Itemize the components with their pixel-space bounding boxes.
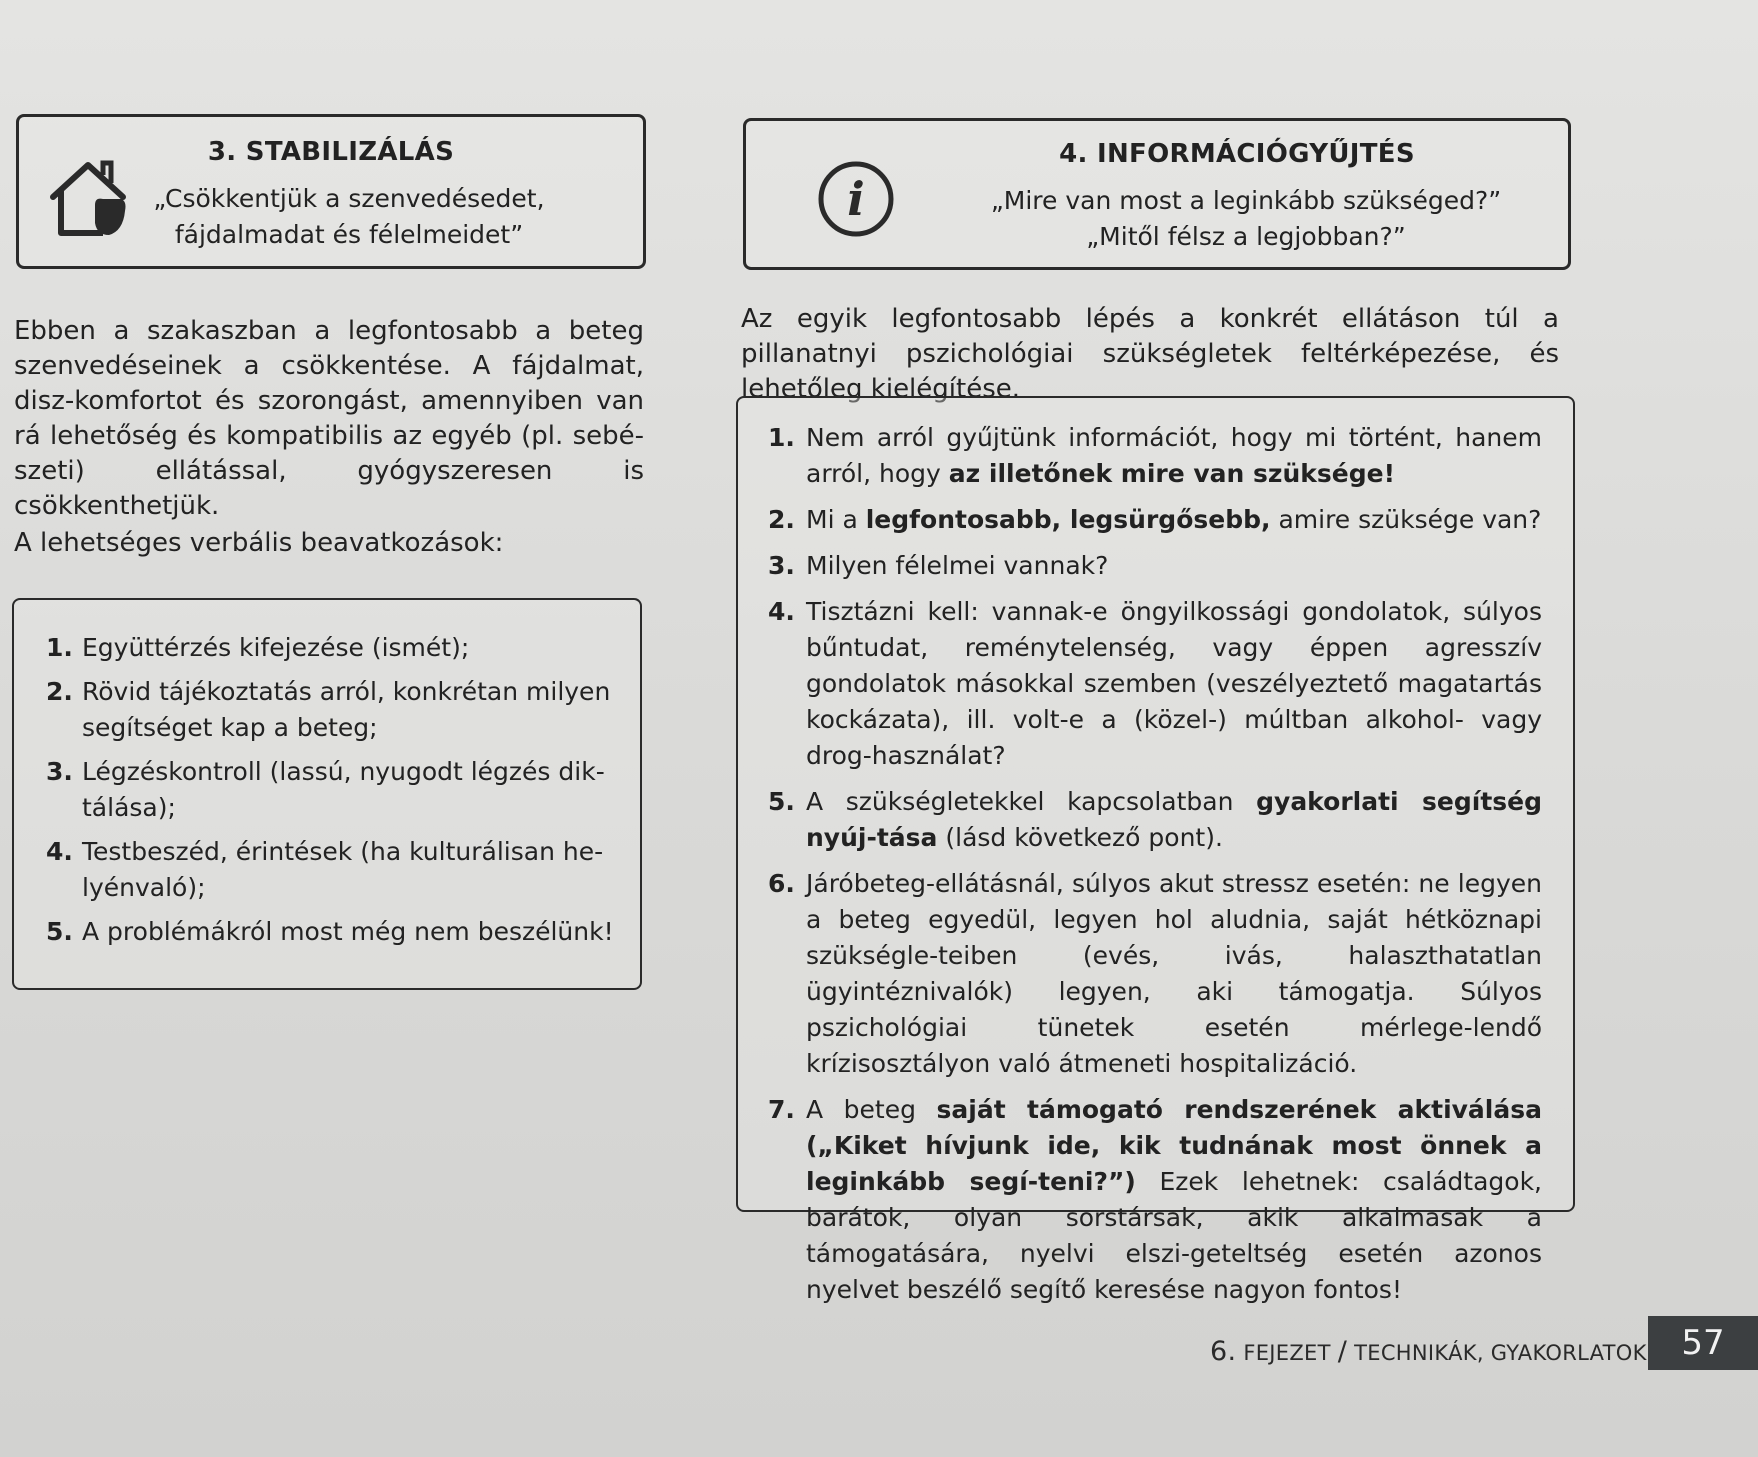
list-item-text-bold: gyakorlati segítség nyúj-tása [806, 787, 1543, 852]
information-quote [926, 183, 1566, 255]
list-item-number: 3. [46, 757, 73, 786]
list-item-text [768, 594, 1542, 774]
stabilization-quote [149, 181, 549, 253]
list-item-text [768, 866, 1542, 1082]
information-questions-list [768, 420, 1542, 1308]
list-item-text-regular: Nem arról gyűjtünk információt, hogy mi történt, hanem arról, hogy [806, 423, 1542, 488]
stabilization-header-box [16, 114, 646, 269]
house-hand-icon [47, 153, 129, 241]
information-intro: Az egyik legfontosabb lépés a konkrét ellátáson túl a pillanatnyi pszichológiai szükségletek feltérképezése, és lehetőleg kielégítése. [741, 304, 1559, 404]
information-quote-line2: „Mitől félsz a legjobban?” [1086, 222, 1406, 251]
list-item-text-regular: Járóbeteg-ellátásnál, súlyos akut stressz esetén: ne legyen a beteg egyedül, legyen hol aludnia, saját hétköznapi szükségle-teiben (evés, ivás, halaszthatatlan ügyintéznivalók) legyen, aki támogatja. Súlyos pszichológiai tünetek esetén mérlege-lendő krízisosztályon való átmeneti hospitalizáció. [806, 869, 1542, 1078]
list-item-text-regular: Milyen félelmei vannak? [806, 551, 1109, 580]
stabilization-title: 3. STABILIZÁLÁS [207, 137, 455, 167]
list-item-text: Testbeszéd, érintések (ha kulturálisan he-lyénvaló); [82, 837, 604, 902]
list-item [46, 834, 616, 906]
info-icon [816, 159, 896, 239]
list-item [768, 594, 1542, 774]
information-quote-line1: „Mire van most a leginkább szükséged?” [990, 186, 1502, 215]
information-title: 4. INFORMÁCIÓGYŰJTÉS [1059, 139, 1415, 169]
list-item [768, 866, 1542, 1082]
list-item-text-regular: Ezek lehetnek: családtagok, barátok, olyan sorstársak, akik alkalmasak a támogatására, nyelvi elszi-geteltség esetén azonos nyelvet beszélő segítő keresése nagyon fontos! [806, 1167, 1542, 1304]
stabilization-quote-line1: „Csökkentjük a szenvedésedet, [153, 184, 545, 213]
verbal-interventions-heading: A lehetséges verbális beavatkozások: [14, 528, 504, 558]
list-item [46, 674, 616, 746]
list-item-number: 5. [46, 917, 73, 946]
list-item-text-regular: Tisztázni kell: vannak-e öngyilkossági gondolatok, súlyos bűntudat, reménytelenség, vagy éppen agresszív gondolatok másokkal szemben (veszélyeztető magatartás kockázata), ill. volt-e a (közel-) múltban alkohol- vagy drog-használat? [806, 597, 1542, 770]
list-item-text-bold: legfontosabb, legsürgősebb, [865, 505, 1271, 534]
information-header-box [743, 118, 1571, 270]
verbal-interventions-list [46, 630, 616, 950]
chapter-number: 6. [1210, 1336, 1237, 1367]
chapter-label: FEJEZET [1243, 1341, 1331, 1365]
list-item-number: 1. [768, 423, 795, 452]
list-item [768, 1092, 1542, 1308]
list-item [768, 420, 1542, 492]
list-item [46, 630, 616, 666]
list-item-text [768, 1092, 1542, 1308]
list-item-text-bold: saját támogató rendszerének aktiválása („Kiket hívjunk ide, kik tudnának most önnek a leginkább segí-teni?”) [806, 1095, 1542, 1196]
list-item-number: 3. [768, 551, 795, 580]
info-icon-letter: i [847, 172, 865, 226]
stabilization-intro: Ebben a szakaszban a legfontosabb a beteg szenvedéseinek a csökkentése. A fájdalmat, disz-komfortot és szorongást, amennyiben van rá lehetőség és kompatibilis az egyéb (pl. sebé-szeti) ellátással, gyógyszeresen is csökkenthetjük. [14, 316, 644, 521]
list-item-text: Légzéskontroll (lassú, nyugodt légzés dik-tálása); [82, 757, 605, 822]
list-item-number: 1. [46, 633, 73, 662]
list-item-number: 4. [46, 837, 73, 866]
list-item-text-regular: (lásd következő pont). [937, 823, 1223, 852]
list-item-text [768, 502, 1542, 538]
list-item-text-regular: Mi a [806, 505, 866, 534]
list-item [768, 502, 1542, 538]
list-item-text [768, 548, 1542, 584]
list-item-number: 4. [768, 597, 795, 626]
list-item-text [768, 420, 1542, 492]
list-item-text: Rövid tájékoztatás arról, konkrétan milyen segítséget kap a beteg; [82, 677, 611, 742]
list-item-number: 7. [768, 1095, 795, 1124]
list-item [46, 914, 616, 950]
footer-separator: / [1337, 1336, 1348, 1367]
list-item-number: 2. [46, 677, 73, 706]
stabilization-quote-line2: fájdalmadat és félelmeidet” [174, 220, 524, 249]
list-item-text-bold: az illetőnek mire van szüksége! [948, 459, 1395, 488]
page-number: 57 [1648, 1316, 1758, 1370]
list-item-text-regular: A beteg [806, 1095, 937, 1124]
running-footer [1210, 1336, 1647, 1367]
list-item-number: 2. [768, 505, 795, 534]
list-item-number: 6. [768, 869, 795, 898]
list-item-text-regular: A szükségletekkel kapcsolatban [806, 787, 1257, 816]
list-item-text-regular: amire szüksége van? [1270, 505, 1542, 534]
list-item [768, 548, 1542, 584]
list-item [768, 784, 1542, 856]
list-item [46, 754, 616, 826]
section-title: TECHNIKÁK, GYAKORLATOK [1354, 1341, 1647, 1365]
list-item-number: 5. [768, 787, 795, 816]
list-item-text [768, 784, 1542, 856]
list-item-text: Együttérzés kifejezése (ismét); [82, 633, 470, 662]
list-item-text: A problémákról most még nem beszélünk! [82, 917, 614, 946]
